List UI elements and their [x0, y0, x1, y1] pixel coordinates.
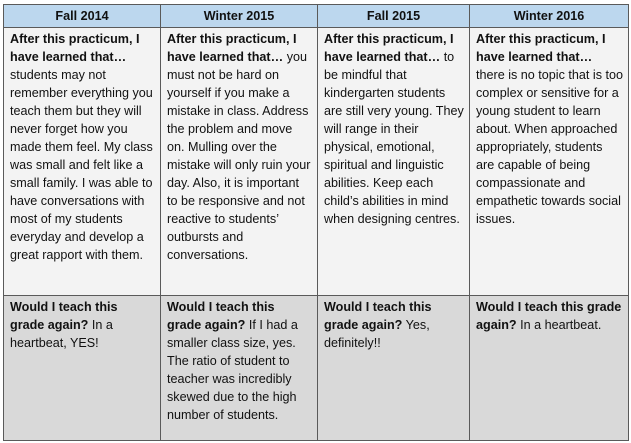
- header-row: [4, 5, 629, 28]
- again-cell-winter-2016: [470, 296, 629, 441]
- teach-again-row: [4, 296, 629, 441]
- again-prompt: Would I teach this grade again?: [476, 300, 622, 332]
- practicum-reflection-table: [3, 4, 629, 441]
- learned-prompt: After this practicum, I have learned that…: [167, 32, 297, 64]
- again-text: In a heartbeat.: [520, 318, 602, 332]
- again-prompt: Would I teach this grade again?: [324, 300, 432, 332]
- learned-prompt: After this practicum, I have learned that…: [10, 32, 140, 64]
- learned-text: you must not be hard on yourself if you make a mistake in class. Address the problem and move on. Mulling over the mistake will only ruin your day. Also, it is important to be responsive and not reactive to students’ outbursts and conversations.: [167, 50, 311, 262]
- learned-text: students may not remember everything you teach them but they will never forget how you made them feel. My class was small and felt like a small family. I was able to have conversations with most of my students everyday and develop a great rapport with them.: [10, 68, 153, 262]
- learned-row: [4, 28, 629, 296]
- again-cell-fall-2014: [4, 296, 161, 441]
- learned-prompt: After this practicum, I have learned that…: [476, 32, 606, 64]
- header-fall-2014: Fall 2014: [4, 5, 161, 28]
- header-fall-2015: Fall 2015: [318, 5, 470, 28]
- header-winter-2016: Winter 2016: [470, 5, 629, 28]
- learned-cell-winter-2015: [161, 28, 318, 296]
- learned-prompt: After this practicum, I have learned that…: [324, 32, 454, 64]
- learned-cell-fall-2014: [4, 28, 161, 296]
- again-prompt: Would I teach this grade again?: [10, 300, 118, 332]
- learned-text: to be mindful that kindergarten students are still very young. They will range in their physical, emotional, spiritual and linguistic abilities. Keep each child’s abilities in mind when designing centres.: [324, 50, 464, 226]
- again-text: In a heartbeat, YES!: [10, 318, 113, 350]
- learned-text: there is no topic that is too complex or sensitive for a young student to learn about. When approached appropriately, students are capable of being compassionate and empathetic towards social issues.: [476, 68, 624, 226]
- again-cell-fall-2015: [318, 296, 470, 441]
- again-prompt: Would I teach this grade again?: [167, 300, 275, 332]
- learned-cell-winter-2016: [470, 28, 629, 296]
- again-text: Yes, definitely!!: [324, 318, 430, 350]
- header-winter-2015: Winter 2015: [161, 5, 318, 28]
- again-cell-winter-2015: [161, 296, 318, 441]
- again-text: If I had a smaller class size, yes. The ratio of student to teacher was incredibly skewed due to the high number of students.: [167, 318, 298, 422]
- learned-cell-fall-2015: [318, 28, 470, 296]
